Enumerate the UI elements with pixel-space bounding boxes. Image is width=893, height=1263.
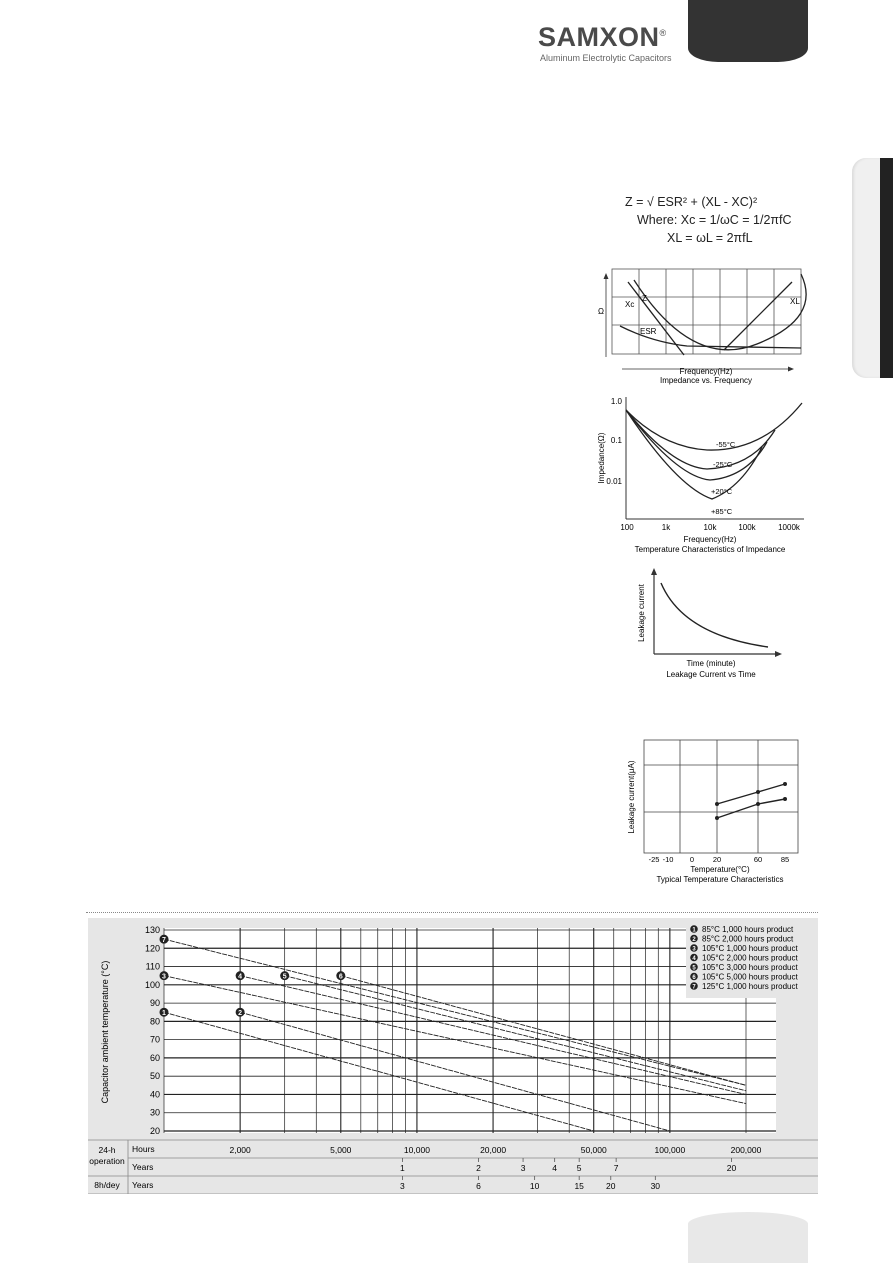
leakage-time-figure <box>618 565 788 685</box>
leakage-time-xlabel: Time (minute) <box>686 659 736 668</box>
legend-number-4: 4 <box>692 956 696 962</box>
years24-tick-label: 3 <box>520 1163 526 1173</box>
formula-line-2: Where: Xc = 1/ωC = 1/2πfC <box>637 213 792 227</box>
life-chart-labels <box>145 925 160 1136</box>
marker-number-7: 7 <box>162 937 166 945</box>
marker-number-6: 6 <box>338 973 343 981</box>
leakage-time-caption: Leakage Current vs Time <box>666 670 756 679</box>
years24-tick-label: 1 <box>400 1163 405 1173</box>
y-tick-label: 40 <box>149 1089 160 1100</box>
y-tick-label: 80 <box>149 1016 160 1027</box>
y-tick-label: 70 <box>149 1034 160 1045</box>
series-label-minus25: -25°C <box>713 460 733 469</box>
legend-entry-5: 105°C 3,000 hours product <box>702 963 798 972</box>
hours-tick-label: 10,000 <box>403 1145 430 1155</box>
y-tick-label: 100 <box>144 979 160 990</box>
legend-number-3: 3 <box>692 946 696 953</box>
side-tab-bar <box>880 158 893 378</box>
xtick-10k: 10k <box>703 523 717 532</box>
legend-entry-7: 125°C 1,000 hours product <box>702 982 798 991</box>
years8-tick-label: 10 <box>529 1181 540 1191</box>
xtick-100k: 100k <box>738 523 756 532</box>
temp-impedance-figure <box>592 392 812 557</box>
series-label-minus55: -55°C <box>716 440 736 449</box>
temp-impedance-ylabel: Impedance(Ω) <box>597 432 606 484</box>
xtick-1000k: 1000k <box>778 523 800 532</box>
temp-impedance-caption: Temperature Characteristics of Impedance <box>634 545 786 554</box>
legend-entry-2: 85°C 2,000 hours product <box>702 934 794 944</box>
series-label-plus20: +20°C <box>711 487 733 496</box>
xc-label: Xc <box>625 300 635 309</box>
leakage-temp-caption: Typical Temperature Characteristics <box>656 875 784 884</box>
y-tick-label: 130 <box>144 925 160 935</box>
xtick-minus25: -25 <box>648 855 660 864</box>
legend-number-2: 2 <box>692 937 696 943</box>
brand-logo <box>538 22 667 53</box>
xl-label: XL <box>790 297 800 306</box>
legend-entry-4: 105°C 2,000 hours product <box>702 953 798 963</box>
leakage-temp-ylabel: Leakage current(μA) <box>627 760 636 834</box>
years8-tick-label: 6 <box>476 1181 481 1191</box>
xtick-minus10: -10 <box>662 855 674 864</box>
row-label-24h: 24-h <box>98 1145 116 1155</box>
legend-entry-1: 85°C 1,000 hours product <box>702 925 794 934</box>
formula-line-1: Z = √ ESR² + (XL - XC)² <box>625 195 758 209</box>
years8-tick-label: 20 <box>606 1181 616 1191</box>
row-label-operation: operation <box>89 1156 125 1166</box>
xtick-60: 60 <box>753 855 763 864</box>
y-tick-label: 20 <box>149 1126 160 1136</box>
legend-number-1: 1 <box>692 927 696 934</box>
life-chart <box>88 918 818 1194</box>
curve-minus55 <box>626 403 802 450</box>
brand-name: SAMXON <box>538 22 660 52</box>
formula-line-3: XL = ωL = 2πfL <box>667 231 753 245</box>
years24-tick-label: 4 <box>552 1163 558 1173</box>
hours-tick-label: 100,000 <box>654 1145 686 1155</box>
plot-background <box>164 928 776 1133</box>
years24-tick-label: 5 <box>576 1163 582 1173</box>
hours-tick-label: 20,000 <box>480 1145 507 1155</box>
life-chart-svg <box>88 918 818 1194</box>
years24-tick-label: 2 <box>476 1163 481 1173</box>
y-tick-label: 110 <box>145 961 160 972</box>
marker-number-2: 2 <box>238 1010 243 1018</box>
hours-tick-label: 5,000 <box>330 1145 352 1155</box>
top-tab <box>688 0 808 62</box>
y-tick-label: 60 <box>149 1052 160 1063</box>
lower-leakage-line <box>717 799 785 818</box>
leakage-time-ylabel: Leakage current <box>637 584 646 642</box>
marker-number-1: 1 <box>162 1010 166 1018</box>
years24-tick-label: 20 <box>726 1163 737 1173</box>
brand-subtitle: Aluminum Electrolytic Capacitors <box>540 53 672 63</box>
impedance-ylabel: Ω <box>598 307 604 316</box>
esr-label: ESR <box>640 327 657 336</box>
life-chart-ylabel: Capacitor ambient temperature (°C) <box>100 960 110 1104</box>
legend-entry-6: 105°C 5,000 hours product <box>702 972 798 982</box>
hours-tick-label: 50,000 <box>580 1145 607 1155</box>
xtick-20: 20 <box>712 855 722 864</box>
row-label-hours: Hours <box>132 1144 155 1154</box>
impedance-caption: Impedance vs. Frequency <box>659 376 753 385</box>
xtick-100: 100 <box>620 523 634 532</box>
ytick-1: 1.0 <box>610 397 622 406</box>
leakage-curve <box>661 583 768 647</box>
ytick-0-1: 0.1 <box>610 436 622 445</box>
legend-entry-3: 105°C 1,000 hours product <box>702 944 798 953</box>
curve-plus85 <box>626 410 762 499</box>
page-number-tab <box>688 1212 808 1263</box>
xtick-85: 85 <box>780 855 790 864</box>
legend-number-7: 7 <box>692 984 696 991</box>
legend-number-6: 6 <box>692 975 696 981</box>
xl-curve <box>724 282 792 350</box>
y-tick-label: 120 <box>144 943 160 954</box>
y-tick-label: 30 <box>149 1107 160 1118</box>
z-label: Z <box>642 294 647 303</box>
registered-mark: ® <box>659 28 667 38</box>
y-tick-label: 50 <box>149 1071 160 1082</box>
years8-tick-label: 15 <box>574 1181 584 1191</box>
y-tick-label: 90 <box>149 998 160 1009</box>
xtick-1k: 1k <box>661 523 671 532</box>
impedance-xlabel: Frequency(Hz) <box>679 367 733 376</box>
marker-number-4: 4 <box>238 973 243 981</box>
life-chart-grid <box>164 928 776 1133</box>
legend-number-5: 5 <box>692 965 696 972</box>
row-label-8h: 8h/dey <box>94 1180 120 1190</box>
series-label-plus85: +85°C <box>711 507 733 516</box>
years8-tick-label: 3 <box>400 1181 405 1191</box>
years24-tick-label: 7 <box>613 1163 619 1173</box>
ytick-0-01: 0.01 <box>606 477 622 486</box>
leakage-temp-xlabel: Temperature(°C) <box>690 865 750 874</box>
row-label-years: Years <box>132 1162 154 1172</box>
impedance-formula <box>625 193 792 247</box>
temp-impedance-xlabel: Frequency(Hz) <box>683 535 737 544</box>
marker-number-3: 3 <box>162 973 166 981</box>
impedance-frequency-figure <box>592 262 812 386</box>
marker-number-5: 5 <box>282 973 287 981</box>
years8-tick-label: 30 <box>650 1181 661 1191</box>
hours-tick-label: 200,000 <box>730 1145 762 1155</box>
leakage-temp-figure <box>612 735 802 885</box>
row-label-years-8h: Years <box>132 1180 154 1190</box>
xtick-0: 0 <box>689 855 695 864</box>
life-chart-legend <box>686 925 810 998</box>
section-divider <box>86 912 818 913</box>
hours-tick-label: 2,000 <box>229 1145 251 1155</box>
